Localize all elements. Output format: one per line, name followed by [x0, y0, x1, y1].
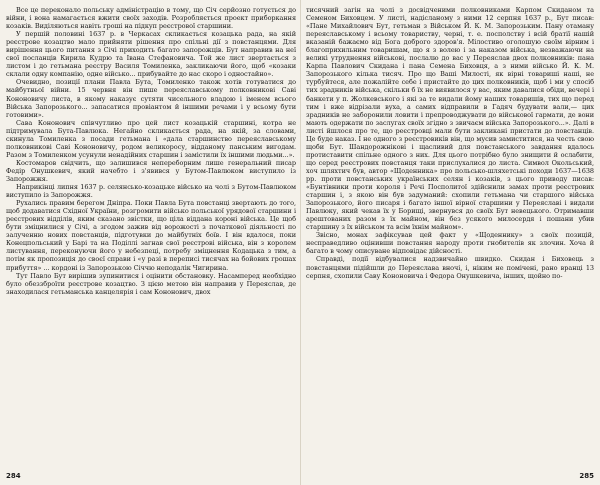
- right-page: [306, 6, 594, 480]
- paragraph: Звісно, монах зафіксував цей факт у «Щоденнику» з своїх позицій, несправедливо оцінивши повстання народу проти гнобителів як злочин. Хоча й багато в чому описуване відповідає дійсності.: [306, 231, 594, 256]
- right-page-text: [306, 6, 594, 280]
- paragraph: тисячний загін на чолі з досвідченими полковниками Карпом Скиданом та Семеном Биховцем. У листі, надісланому з ними 12 серпня 1637 р., Бут писав: «Пане Михайлович Бут, гетьман з Військом Й. К. М. Запорозьким. Пану отаману переяславському і всьому товариству, черні, т. е. посполству і всій братії нашій вказаній бажаємо від Бога доброго здоров'я. Мілостиво оголошую своїм вірним і благоприхильним товаришам, що я з волею і за наказом війська, незважаючи на великі утруднення військові, послалю до вас у Переяслав двох полковників: пана Карпа Павлович Скидана і пана Семена Биховця, а з ними військо Й. К. М. Запорозького кілька тисяч. Про що Ваші Милості, як вірні товариші наші, не турбуйтеся, але пожалійте себе і пристайте до цих полковників, щоб і ми у спосіб тих зрадників війська, скільки б їх не виявилося у вас, яким давалися обіди, вечері і банкети у п. Жолкевського і які за те видали йому наших товаришів, тих що перед тим і вже відрізали вуха, а самих відправили в Гадяч будувати вали,— цих зрадників не заборонили ловити і препроводжувати до військової гармати, де вони мають одержати по заслугах своїх згідно з звичаєм війська Запорозького...». Далі в листі йшлося про те, що реєстровці мали бути закликані пристати до повстанців. Це буде наказ. І не одного з реєстровиків він, що мусив замиститися, на честь свою щоби Бут. Шандорожнікові і щасливий для повстанського завдання вдалось протиставити спільне одного з них. Для цього потрібно було знищити й ослабити, що серед реєстрових повстанця таки прислухалися до листа. Символ Окольський, хоч шляхтич був, автор «Щоденника» про польсько-шляхетські походи 1637—1638 рр. проти повстанських українських селян і козаків, з цього приводу писав: «Бунтівники проти короля і Речі Посполитої здійснили замах проти реєстрових старшин і, з якою він був задуманий: схопили гетьмана чи старшого війська Запорозького, його писаря і багато іншої вірної старшини у Переяславі і видали Павлюку, який чекав їх у Борищі, звернувся до своїх Бут невецького. Отримавши арештованих разом з їх майном, він без усякого милосердя і пошани убив старшину з їх військом та всім їхнім майном».: [306, 6, 594, 232]
- paragraph: Наприкінці липня 1637 р. селянсько-козацьке військо на чолі з Бутом-Павлюком виступило із Запорожжя.: [6, 183, 296, 200]
- left-page-text: [6, 6, 296, 296]
- page-number-right: 285: [579, 472, 594, 480]
- left-page: [6, 6, 296, 480]
- paragraph: Сава Кононович співчутливо про цей лист козацькій старшині, котра не підтримувала Бута-Павлюка. Негайно скликається рада, на якій, за словами, скинула Томиленка з посади гетьмана і «дала старшинство переяславському полковникові Саві Кононовичу, родом великоросу, відданому панським вигодам. Разом з Томиленком усунули ненадійних старшин і замістили їх іншими людьми...».: [6, 118, 296, 159]
- paragraph: Рухались правим берегом Дніпра. Поки Павла Бута повстанці звертають до того, щоб додаватися Східної України, розгромити військо польської урядової старшини і реєстрових відділів, яким сказано звістки, що ціла віддана короні війська. Це щоб бути зміцнилися у Січі, а згодом зажив від ворожості з початкової діяльності по залученню нових повстанців, підготувки до майбутніх боїв. І він вдалося, поки Конецпольський у Барі та на Поділлі загнав свої реєстрові війська, він з королем листування, переконуючи його у небезпеці, потребу зміцнення Кодацька з тим, а потім як пропозиція до своєї справи і «у разі в переписі тисячах на бойових грошах прибуття» ... кордоні із Запорозькою Січчю неподалік Чигирина.: [6, 199, 296, 272]
- page-number-left: 284: [6, 472, 21, 480]
- paragraph: Справді, події відбувалися надзвичайно швидко. Скидан і Биховець з повстанцями підійшли до Переяслава вночі, і, ніким не помічені, рано вранці 13 серпня, схопили Саву Кононовича і Федора Онушкевича, інших, щойно по-: [306, 255, 594, 280]
- paragraph: Очевидно, позиції плани Павла Бута, Томиленко також хотів готуватися до майбутньої війни. 15 червня він пише переяславському полковникові Саві Кононовичу листа, в якому наказує сутяти чисельного владою і іменем всього Війська Запорозького... запасатися провіантом й іншими речами і у всьому бути готовими».: [6, 78, 296, 119]
- paragraph: Все це переконало польську адміністрацію в тому, що Січ серйозно готується до війни, і вона намагається вжити своїх заходів. Розробляється проект приборкання козаків. Виділяються навіть гроші на підкуп реєстрової старшини.: [6, 6, 296, 31]
- book-gutter: [300, 0, 301, 485]
- paragraph: Тут Павло Бут вирішив зупинитися і оцінити обстановку. Насамперед необхідно було обеззброїти реєстрове козацтво. З цією метою він направив у Переяслав, де знаходилася гетьманська канцелярія і сам Кононович, двох: [6, 271, 296, 296]
- paragraph: У першій половині 1637 р. в Черкасах скликається козацька рада, на якій реєстрове козацтво мало прийняти рішення про спільні дії з повстанцями. Для вирішення цього питання з Січі приходить багато запорожців. Бут направив на неї свої посланців Кирила Кудрю та Івана Стефановича. Той же лист звертається з листом і до гетьмана реєстру Василя Томиленка, закликаючи його, щоб «козаки склали одну компанію, одне військо... прибувайте до нас скоро і одностайно».: [6, 30, 296, 79]
- paragraph: Костомаров свідчить, що залишився непереборним лише генеральний писар Федір Онушкевич, який начебто і з'явився у Бутом-Павлюком виступило із Запорожжя.: [6, 158, 296, 183]
